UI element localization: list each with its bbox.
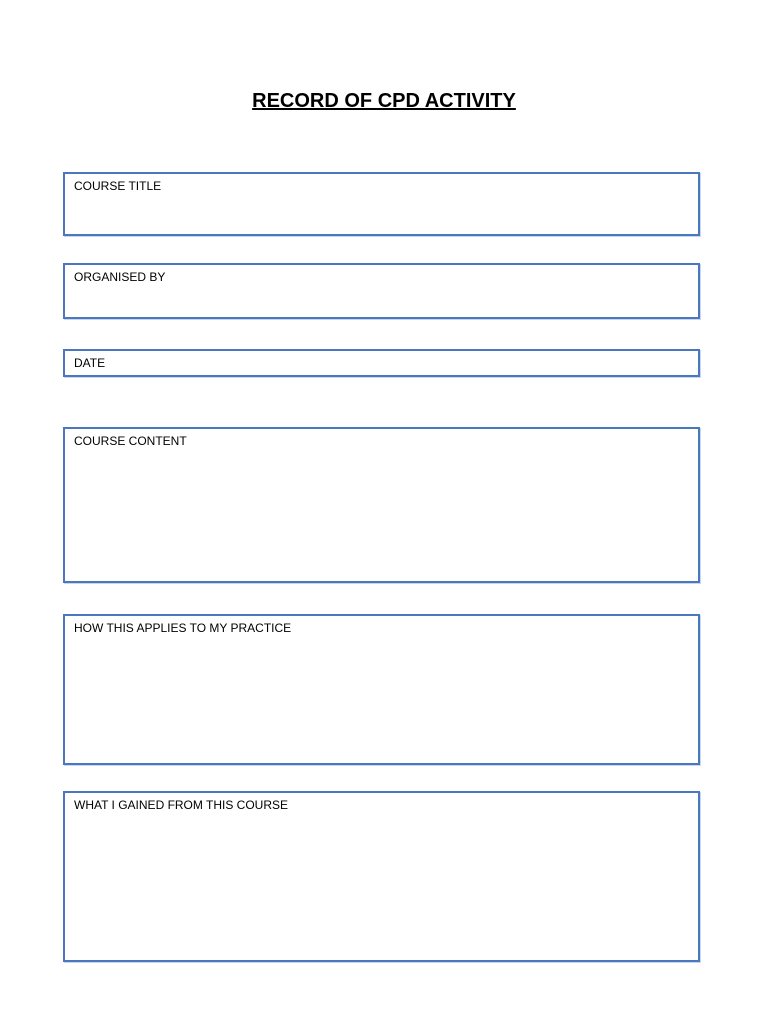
course-title-field[interactable]	[63, 172, 700, 236]
applies-to-practice-field[interactable]	[63, 614, 700, 765]
organised-by-label: ORGANISED BY	[74, 270, 166, 284]
date-label: DATE	[74, 356, 106, 370]
date-field[interactable]	[63, 349, 700, 377]
gained-from-course-label: WHAT I GAINED FROM THIS COURSE	[74, 798, 289, 812]
organised-by-field[interactable]	[63, 263, 700, 319]
gained-from-course-field[interactable]	[63, 791, 700, 962]
course-content-field[interactable]	[63, 427, 700, 583]
applies-to-practice-label: HOW THIS APPLIES TO MY PRACTICE	[74, 621, 292, 635]
course-title-label: COURSE TITLE	[74, 179, 162, 193]
page-title: RECORD OF CPD ACTIVITY	[252, 90, 516, 112]
course-content-label: COURSE CONTENT	[74, 434, 187, 448]
